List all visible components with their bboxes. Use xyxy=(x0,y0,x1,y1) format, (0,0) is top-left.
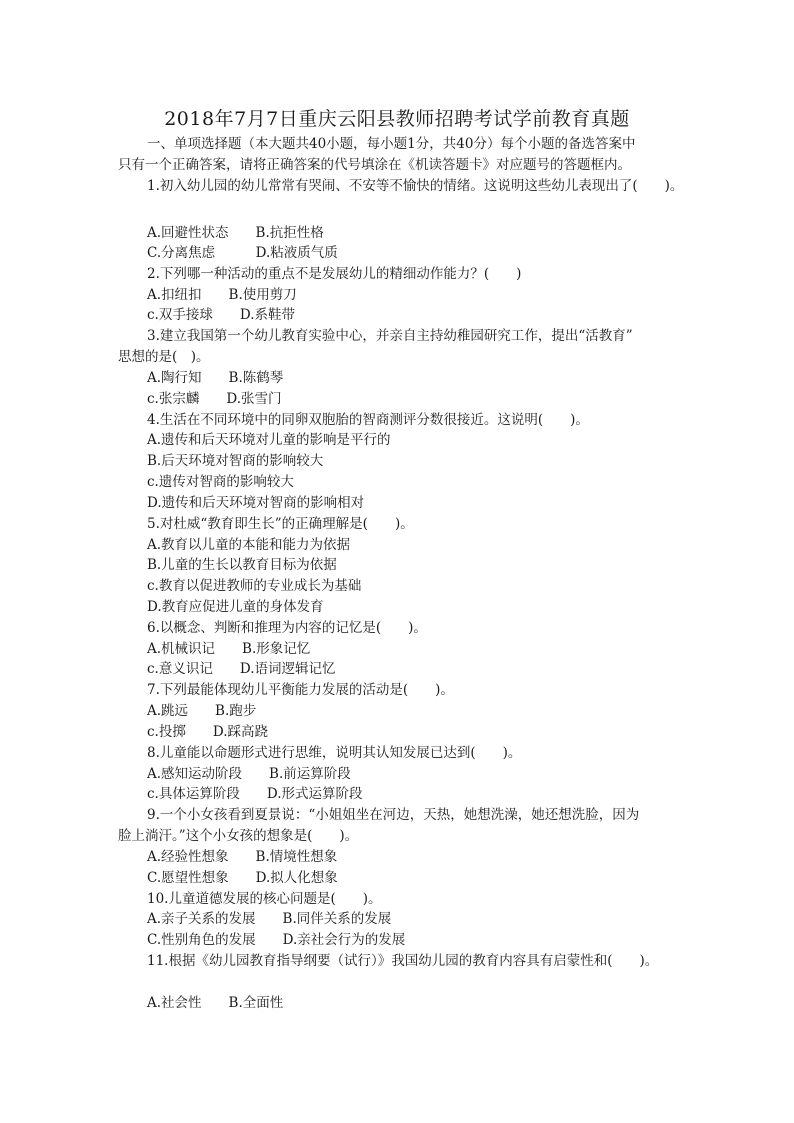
question-stem: 2.下列哪一种活动的重点不是发展幼儿的精细动作能力？( ) xyxy=(147,266,522,282)
question-option: A.社会性 B.全面性 xyxy=(147,995,284,1011)
question-option: D.遗传和后天环境对智商的影响相对 xyxy=(147,495,365,511)
question-option: A.教育以儿童的本能和能力为依据 xyxy=(147,537,351,553)
question-stem: 5.对杜威“教育即生长”的正确理解是( )。 xyxy=(147,516,414,532)
question-option: A.跳远 B.跑步 xyxy=(147,703,257,719)
question-option: D.教育应促进儿童的身体发育 xyxy=(147,599,324,615)
question-stem: 9.一个小女孩看到夏景说：“小姐姐坐在河边，天热，她想洗澡，她还想洗脸，因为 xyxy=(147,807,640,823)
question-stem: 4.生活在不同环境中的同卵双胞胎的智商测评分数很接近。这说明( )。 xyxy=(147,412,589,428)
question-option: A.回避性状态 B.抗拒性格 xyxy=(147,225,324,241)
question-option: C.分离焦虑 D.粘液质气质 xyxy=(147,245,338,261)
question-option: A.感知运动阶段 B.前运算阶段 xyxy=(147,766,351,782)
question-option: c.张宗麟 D.张雪门 xyxy=(147,391,282,407)
question-stem: 6.以概念、判断和推理为内容的记忆是( )。 xyxy=(147,620,427,636)
question-option: A.机械识记 B.形象记忆 xyxy=(147,641,311,657)
section-intro-line-1: 一、单项选择题（本大题共40小题，每小题1分，共40分）每个小题的备选答案中 xyxy=(147,136,636,152)
question-option: A.经验性想象 B.情境性想象 xyxy=(147,849,338,865)
question-option: c.教育以促进教师的专业成长为基础 xyxy=(147,578,362,594)
question-option: c.具体运算阶段 D.形式运算阶段 xyxy=(147,786,363,802)
question-option: B.儿童的生长以教育目标为依据 xyxy=(147,557,337,573)
question-option: A.陶行知 B.陈鹤琴 xyxy=(147,370,284,386)
question-option: c.投掷 D.踩高跷 xyxy=(147,724,268,740)
question-stem: 7.下列最能体现幼儿平衡能力发展的活动是( )。 xyxy=(147,682,454,698)
section-intro-line-2: 只有一个正确答案，请将正确答案的代号填涂在《机读答题卡》对应题号的答题框内。 xyxy=(118,157,631,173)
question-option: c.双手接球 D.系鞋带 xyxy=(147,307,295,323)
question-option: B.后天环境对智商的影响较大 xyxy=(147,453,324,469)
page-title: 2018年7月7日重庆云阳县教师招聘考试学前教育真题 xyxy=(164,108,630,130)
question-stem: 1.初入幼儿园的幼儿常常有哭闹、不安等不愉快的情绪。这说明这些幼儿表现出了( )。 xyxy=(147,178,684,194)
question-option: c.遗传对智商的影响较大 xyxy=(147,474,294,490)
question-stem: 8.儿童能以命题形式进行思维，说明其认知发展已达到( )。 xyxy=(147,745,522,761)
question-option: c.意义识记 D.语词逻辑记忆 xyxy=(147,661,336,677)
question-option: A.遗传和后天环境对儿童的影响是平行的 xyxy=(147,432,391,448)
question-option: C.性别角色的发展 D.亲社会行为的发展 xyxy=(147,932,406,948)
question-stem: 10.儿童道德发展的核心问题是( )。 xyxy=(147,891,382,907)
question-stem: 思想的是( )。 xyxy=(118,349,210,365)
question-stem: 3.建立我国第一个幼儿教育实验中心，并亲自主持幼稚园研究工作，提出“活教育” xyxy=(147,328,633,344)
question-stem: 11.根据《幼儿园教育指导纲要（试行）》我国幼儿园的教育内容具有启蒙性和( )。 xyxy=(147,953,659,969)
question-option: A.亲子关系的发展 B.同伴关系的发展 xyxy=(147,911,392,927)
question-option: A.扣纽扣 B.使用剪刀 xyxy=(147,287,297,303)
question-stem: 脸上淌汗。”这个小女孩的想象是( )。 xyxy=(118,828,359,844)
question-option: C.愿望性想象 D.拟人化想象 xyxy=(147,870,338,886)
